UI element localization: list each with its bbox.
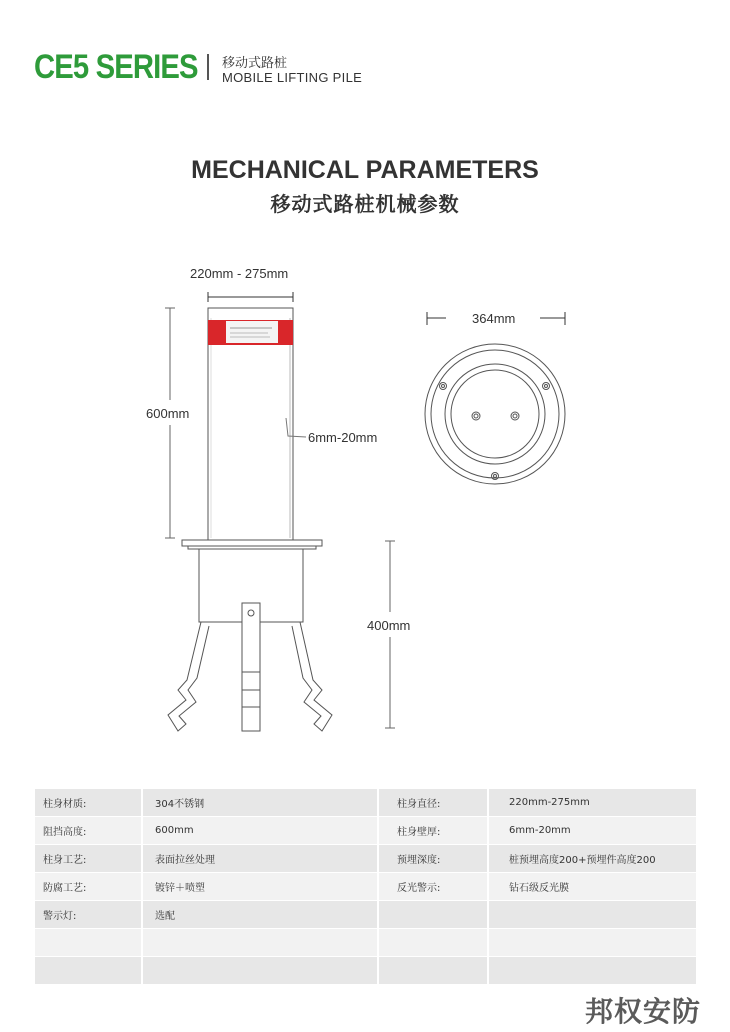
spec-label: 柱身工艺:	[35, 845, 142, 873]
wall-thickness-label: 6mm-20mm	[308, 430, 378, 445]
spec-value: 桩预埋高度200+预埋件高度200	[488, 845, 696, 873]
spec-value: 600mm	[142, 817, 378, 845]
spec-row	[35, 901, 696, 929]
page-title-cn: 移动式路桩机械参数	[270, 192, 460, 216]
spec-value	[488, 901, 696, 929]
height-label: 600mm	[146, 406, 190, 421]
base-depth-label: 400mm	[367, 618, 411, 633]
spec-table	[35, 789, 696, 985]
series-logo: CE5 SERIES	[34, 48, 198, 86]
spec-value	[142, 929, 378, 957]
spec-row	[35, 873, 696, 901]
spec-label	[35, 957, 142, 985]
spec-row	[35, 845, 696, 873]
width-dimension-line	[208, 292, 293, 302]
diameter-label: 220mm - 275mm	[190, 266, 289, 281]
spec-label: 阻挡高度:	[35, 817, 142, 845]
reflective-band	[208, 320, 293, 345]
brand-watermark: 邦权安防	[585, 995, 702, 1028]
spec-label	[378, 957, 488, 985]
spec-value: 钻石级反光膜	[488, 873, 696, 901]
embedded-base	[199, 549, 303, 731]
base-flange	[182, 540, 322, 549]
page-title-en: MECHANICAL PARAMETERS	[191, 156, 539, 184]
spec-label: 柱身直径:	[378, 789, 488, 817]
spec-value: 选配	[142, 901, 378, 929]
spec-row	[35, 929, 696, 957]
spec-label	[378, 901, 488, 929]
spec-label: 柱身材质:	[35, 789, 142, 817]
spec-label	[35, 929, 142, 957]
spec-label: 警示灯:	[35, 901, 142, 929]
spec-row	[35, 817, 696, 845]
base-depth-dimension	[385, 541, 395, 728]
product-name-cn: 移动式路桩	[222, 56, 288, 71]
spec-value: 304不锈钢	[142, 789, 378, 817]
spec-value: 6mm-20mm	[488, 817, 696, 845]
spec-row	[35, 789, 696, 817]
spec-label: 预埋深度:	[378, 845, 488, 873]
spec-value	[488, 929, 696, 957]
spec-label: 反光警示:	[378, 873, 488, 901]
spec-value: 镀锌＋喷塑	[142, 873, 378, 901]
spec-value	[142, 957, 378, 985]
spec-value: 表面拉丝处理	[142, 845, 378, 873]
top-view	[425, 344, 565, 484]
spec-label	[378, 929, 488, 957]
spec-value	[488, 957, 696, 985]
spec-label: 柱身壁厚:	[378, 817, 488, 845]
spec-value: 220mm-275mm	[488, 789, 696, 817]
top-diameter-label: 364mm	[472, 311, 516, 326]
spec-label: 防腐工艺:	[35, 873, 142, 901]
spec-row	[35, 957, 696, 985]
product-name-en: MOBILE LIFTING PILE	[222, 70, 363, 85]
height-dimension-line	[165, 308, 175, 538]
